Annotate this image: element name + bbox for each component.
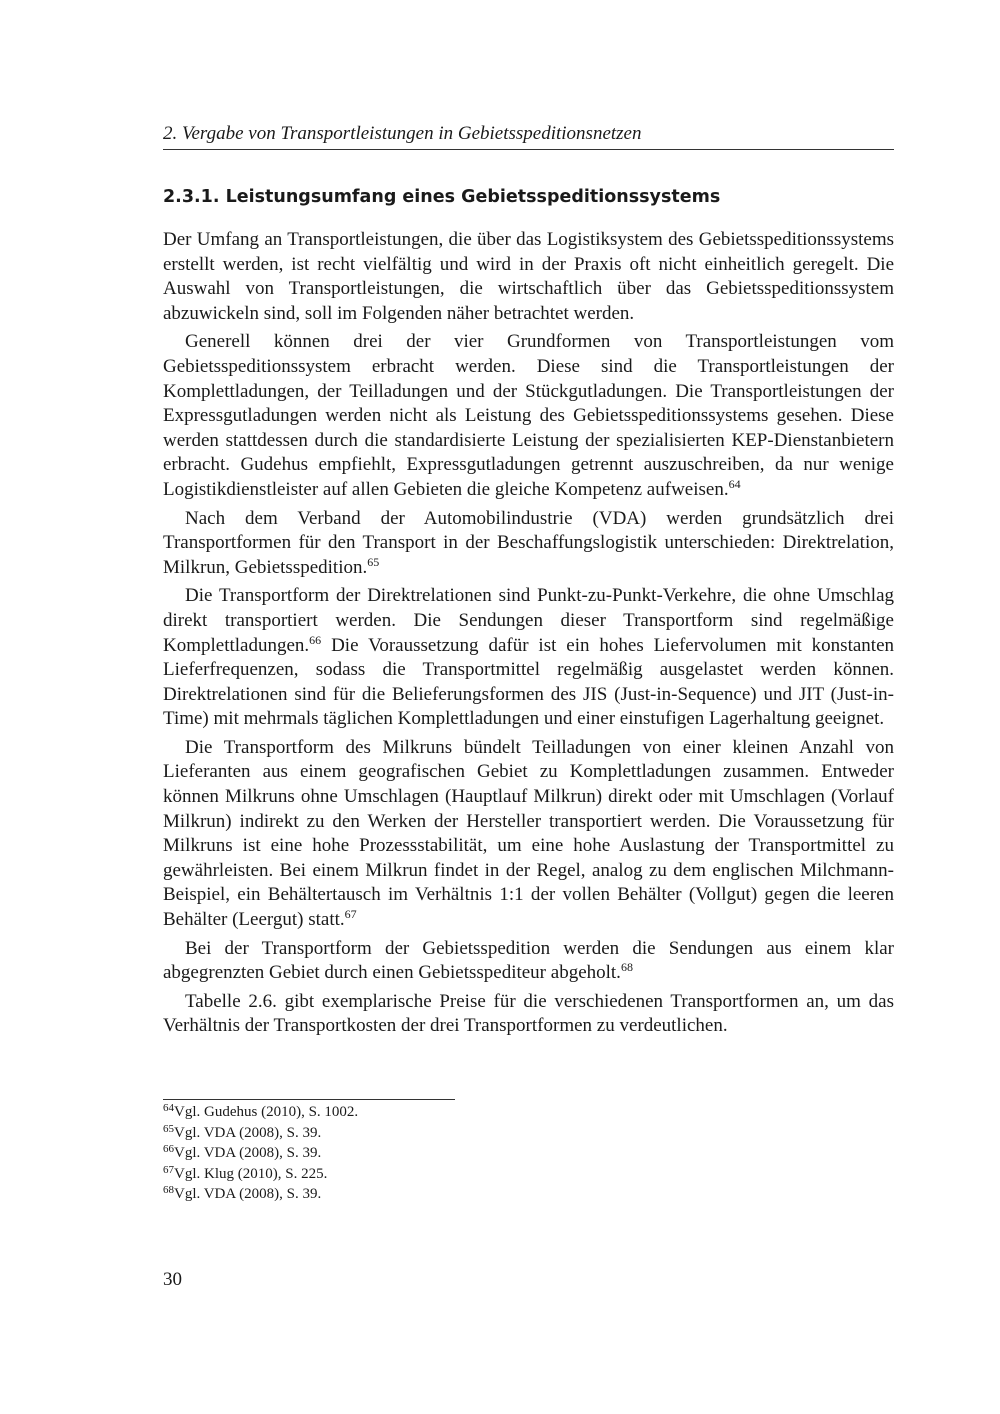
footnote-ref-68[interactable]: 68: [620, 960, 633, 975]
paragraph-text: Die Voraussetzung dafür ist ein hohes Liefervolumen mit konstanten Lieferfrequenzen, sodass die Transportmittel regelmäßig ausgelastet werden können. Direktrelationen sind für die Belieferungsformen des JIS (Just-in-Sequence) und JIT (Just-in-Time) mit mehrmals täglichen Komplettladungen und einer einstufigen Lagerhaltung geeignet.: [163, 634, 894, 730]
footnote-number: 66: [163, 1143, 174, 1155]
paragraph-text: Tabelle 2.6. gibt exemplarische Preise für die verschiedenen Transportformen an, um das Verhältnis der Transportkosten der drei Transportformen zu verdeutlichen.: [163, 990, 894, 1037]
footnote-68: [163, 1184, 894, 1205]
paragraph-text: Die Transportform des Milkruns bündelt Teilladungen von einer kleinen Anzahl von Lieferanten aus einem geografischen Gebiet zu Komplettladungen zusammen. Entweder können Milkruns ohne Umschlagen (Hauptlauf Milkrun) direkt oder mit Umschlagen (Vorlauf Milkrun) indirekt zu den Werken der Hersteller transportiert werden. Die Voraussetzung für Milkruns ist eine hohe Prozessstabilität, um eine hohe Auslastung der Transportmittel zu gewährleisten. Bei einem Milkrun findet in der Regel, analog zu dem englischen Milchmann-Beispiel, ein Behältertausch im Verhältnis 1:1 der vollen Behälter (Vollgut) gegen die leeren Behälter (Leergut) statt.: [163, 736, 894, 931]
footnote-number: 68: [163, 1184, 174, 1196]
body-text: [163, 228, 894, 1043]
paragraph-3: [163, 507, 894, 581]
footnote-64: [163, 1102, 894, 1123]
running-header: 2. Vergabe von Transportleistungen in Gebietsspeditionsnetzen: [163, 122, 894, 150]
paragraph-text: Bei der Transportform der Gebietsspedition werden die Sendungen aus einem klar abgegrenzten Gebiet durch einen Gebietsspediteur abgeholt.: [163, 937, 894, 984]
footnote-number: 67: [163, 1163, 174, 1176]
footnote-text: Vgl. Klug (2010), S. 225.: [174, 1165, 328, 1182]
paragraph-2: [163, 330, 894, 502]
paragraph-6: [163, 937, 894, 986]
paragraph-text: Generell können drei der vier Grundformen von Transportleistungen vom Gebietsspeditionssystem erbracht werden. Diese sind die Transportleistungen der Komplettladungen, der Teilladungen und der Stückgutladungen. Die Transportleistungen der Expressgutladungen werden nicht als Leistung des Gebietsspeditionssystems gesehen. Diese werden stattdessen durch die standardisierte Leistung der spezialisierten KEP-Dienstanbietern erbracht. Gudehus empfiehlt, Expressgutladungen getrennt auszuschreiben, da nur wenige Logistikdienstleister auf allen Gebieten die gleiche Kompetenz aufweisen.: [163, 331, 894, 500]
footnote-number: 64: [163, 1102, 174, 1114]
footnote-66: [163, 1143, 894, 1164]
footnote-number: 65: [163, 1122, 174, 1135]
footnotes: [163, 1102, 894, 1205]
section-number: 2.3.1.: [163, 187, 220, 207]
footnote-text: Vgl. VDA (2008), S. 39.: [174, 1145, 322, 1161]
paragraph-1: [163, 228, 894, 326]
footnote-ref-64[interactable]: 64: [728, 476, 741, 491]
footnote-ref-66[interactable]: 66: [309, 632, 322, 647]
paragraph-7: [163, 990, 894, 1039]
footnote-ref-65[interactable]: 65: [367, 554, 380, 569]
page-number: 30: [163, 1269, 182, 1290]
paragraph-5: [163, 736, 894, 933]
footnote-65: [163, 1123, 894, 1144]
section-heading: [163, 185, 894, 209]
footnote-text: Vgl. Gudehus (2010), S. 1002.: [174, 1104, 359, 1120]
paragraph-text: Die Transportform der Direktrelationen sind Punkt-zu-Punkt-Verkehre, die ohne Umschlag direkt transportiert werden. Die Sendungen dieser Transportform sind regelmäßige Komplettladungen.: [163, 585, 894, 656]
footnote-67: [163, 1164, 894, 1185]
document-page: [163, 0, 894, 1414]
paragraph-4: [163, 584, 894, 732]
paragraph-text: Nach dem Verband der Automobilindustrie (VDA) werden grundsätzlich drei Transportformen für den Transport in der Beschaffungslogistik unterschieden: Direktrelation, Milkrun, Gebietsspedition.: [163, 507, 894, 578]
footnote-text: Vgl. VDA (2008), S. 39.: [174, 1186, 322, 1202]
footnote-ref-67[interactable]: 67: [344, 907, 357, 922]
section-title: Leistungsumfang eines Gebietsspeditionssystems: [225, 187, 721, 207]
footnote-text: Vgl. VDA (2008), S. 39.: [174, 1124, 322, 1141]
paragraph-text: Der Umfang an Transportleistungen, die über das Logistiksystem des Gebietsspeditionssystems erstellt werden, ist recht vielfältig und wird in der Praxis oft nicht einheitlich geregelt. Die Auswahl von Transportleistungen, die wirtschaftlich über das Gebietsspeditionssystem abzuwickeln sind, soll im Folgenden näher betrachtet werden.: [163, 229, 894, 324]
footnote-divider: [163, 1099, 455, 1100]
